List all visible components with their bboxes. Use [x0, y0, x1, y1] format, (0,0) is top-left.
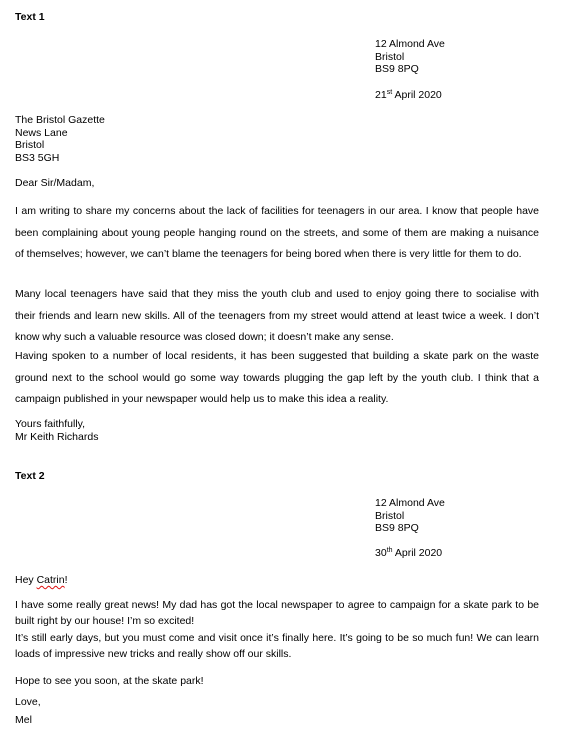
date-suffix: st — [386, 89, 393, 96]
address-line: BS9 8PQ — [375, 522, 419, 534]
address-line: Bristol — [375, 50, 405, 63]
text2-paragraph-1: I have some really great news! My dad has got the local newspaper to agree to campaign for a skate park to be built right by our house! I’m so excited! — [15, 599, 539, 627]
text1-recipient-address — [15, 114, 105, 164]
text1-date — [375, 89, 442, 101]
address-line: 12 Almond Ave — [375, 497, 445, 509]
address-line: The Bristol Gazette — [15, 114, 105, 126]
text2-greeting — [15, 574, 68, 586]
text1-heading: Text 1 — [15, 11, 45, 23]
text1-signoff — [15, 418, 98, 443]
signoff-line: Mr Keith Richards — [15, 430, 99, 443]
signoff-line: Yours faithfully, — [15, 418, 86, 430]
text2-signoff — [15, 692, 41, 728]
address-line: BS9 8PQ — [375, 63, 419, 75]
text1-paragraph-1: I am writing to share my concerns about the lack of facilities for teenagers in our area. I know that people have been complaining about young people hanging round on the streets, and some of them are making a nuisance of themselves; however, we can’t blame the teenagers for being bored when there is very little for them to do. — [15, 205, 539, 260]
address-line: Bristol — [15, 139, 45, 151]
greeting-prefix: Hey — [15, 574, 37, 586]
text1-sender-address — [375, 38, 445, 76]
greeting-name: Catrin — [36, 574, 65, 586]
text2-heading: Text 2 — [15, 470, 45, 482]
address-line: 12 Almond Ave — [375, 38, 445, 50]
text2-paragraph-3: Hope to see you soon, at the skate park! — [15, 675, 204, 687]
text2-sender-address — [375, 497, 445, 535]
text1-salutation: Dear Sir/Madam, — [15, 177, 95, 189]
greeting-suffix: ! — [64, 574, 68, 586]
address-line: Bristol — [375, 509, 405, 522]
date-day: 21 — [375, 89, 387, 101]
address-line: BS3 5GH — [15, 151, 60, 164]
text2-date — [375, 547, 442, 559]
text1-paragraph-2: Many local teenagers have said that they miss the youth club and used to enjoy going there to socialise with their friends and learn new skills. All of the teenagers from my street would attend at least twice a week. I don’t know why such a valuable resource was closed down; it doesn’t make any sense. — [15, 288, 539, 343]
text2-paragraph-2: It’s still early days, but you must come and visit once it’s finally here. It’s going to be so much fun! We can learn loads of impressive new tricks and really show off our skills. — [15, 632, 539, 660]
date-day: 30 — [375, 547, 387, 559]
signoff-line: Mel — [15, 714, 32, 726]
date-rest: April 2020 — [392, 547, 443, 559]
address-line: News Lane — [15, 126, 68, 139]
date-suffix: th — [386, 547, 393, 554]
text1-paragraph-3: Having spoken to a number of local residents, it has been suggested that building a skate park on the waste ground next to the school would go some way towards plugging the gap left by the youth club. I think that a campaign published in your newspaper would help us to make this idea a reality. — [15, 350, 539, 405]
date-rest: April 2020 — [392, 89, 442, 101]
signoff-line: Love, — [15, 696, 41, 708]
